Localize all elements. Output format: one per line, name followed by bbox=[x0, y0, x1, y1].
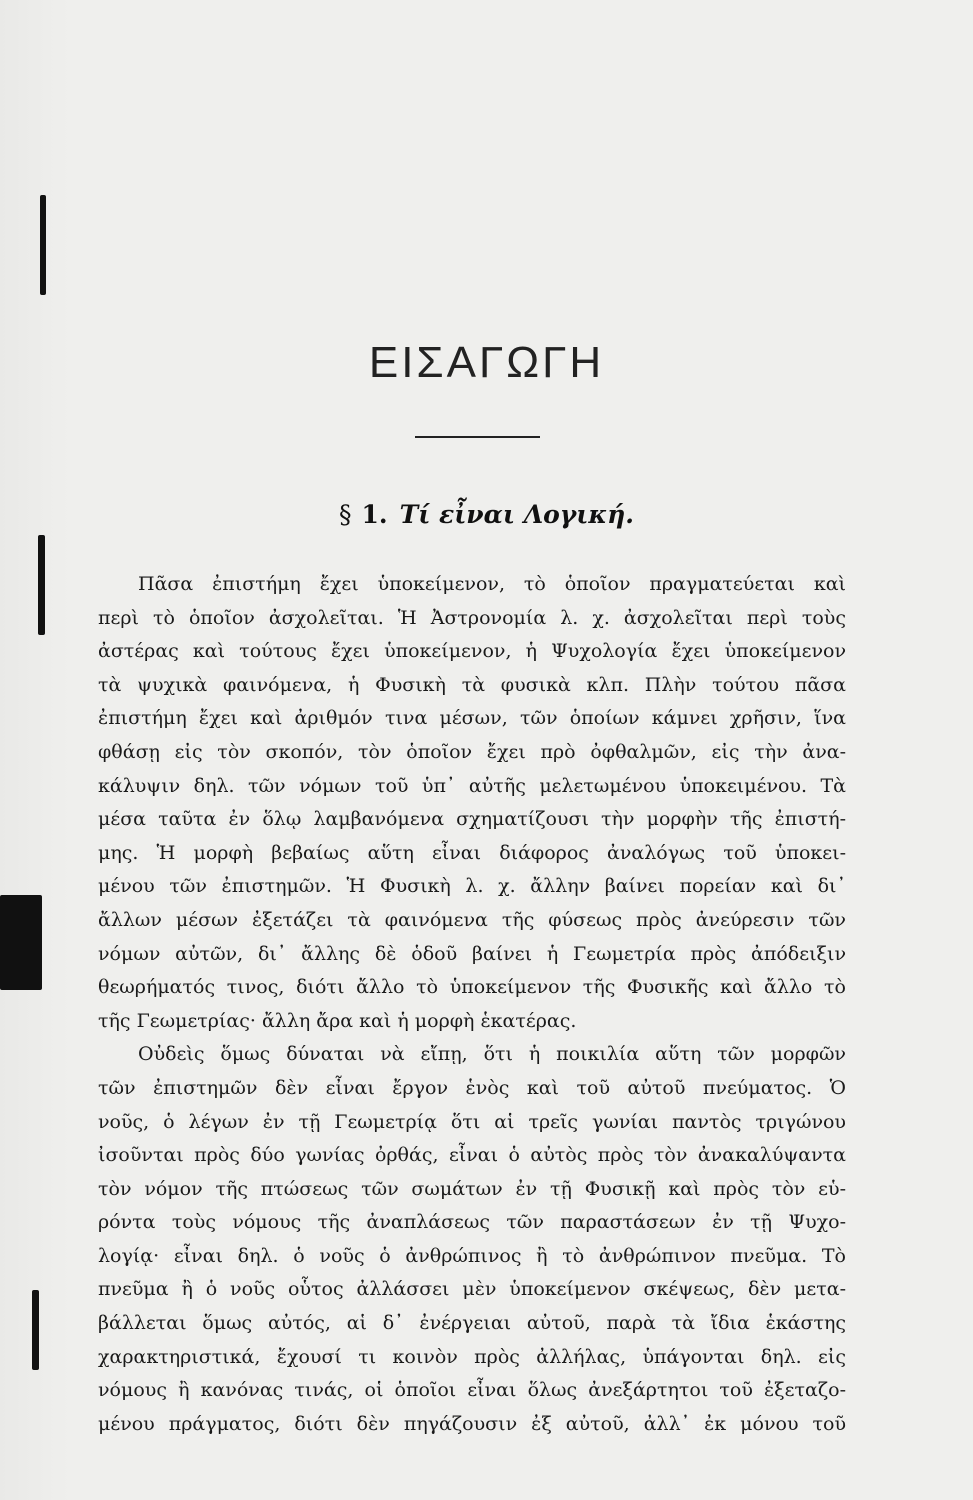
section-heading bbox=[0, 500, 973, 529]
text-line: νόμους ἢ κανόνας τινάς, οἱ ὁποῖοι εἶναι ὅλως ἀνεξάρτητοι τοῦ ἐξεταζο- bbox=[98, 1379, 846, 1402]
text-line: ρόντα τοὺς νόμους τῆς ἀναπλάσεως τῶν παραστάσεων ἐν τῇ Ψυχο- bbox=[98, 1211, 846, 1234]
text-line: μέσα ταῦτα ἐν ὅλῳ λαμβανόμενα σχηματίζουσι τὴν μορφὴν τῆς ἐπιστή- bbox=[98, 808, 846, 831]
chapter-title: ΕΙΣΑΓΩΓΗ bbox=[368, 338, 605, 387]
paragraph-1 bbox=[98, 568, 846, 1038]
body-text bbox=[98, 568, 846, 1441]
text-line: φθάσῃ εἰς τὸν σκοπόν, τὸν ὁποῖον ἔχει πρὸ ὀφθαλμῶν, εἰς τὴν ἀνα- bbox=[98, 740, 846, 763]
text-line: τῆς Γεωμετρίας· ἄλλη ἄρα καὶ ἡ μορφὴ ἑκατέρας. bbox=[98, 1009, 577, 1032]
paragraph-2 bbox=[98, 1038, 846, 1441]
section-symbol: § bbox=[339, 500, 352, 529]
binding-stitch-mark bbox=[38, 535, 45, 635]
text-line: πνεῦμα ἢ ὁ νοῦς οὗτος ἀλλάσσει μὲν ὑποκείμενον σκέψεως, δὲν μετα- bbox=[98, 1278, 846, 1301]
text-line: μης. Ἡ μορφὴ βεβαίως αὕτη εἶναι διάφορος ἀναλόγως τοῦ ὑποκει- bbox=[98, 841, 846, 864]
text-line: λογίᾳ· εἶναι δηλ. ὁ νοῦς ὁ ἀνθρώπινος ἢ τὸ ἀνθρώπινον πνεῦμα. Τὸ bbox=[98, 1244, 846, 1267]
text-line: κάλυψιν δηλ. τῶν νόμων τοῦ ὑπ᾽ αὐτῆς μελετωμένου ὑποκειμένου. Τὰ bbox=[98, 774, 846, 797]
binding-stitch-mark bbox=[40, 195, 46, 295]
text-line: ἰσοῦνται πρὸς δύο γωνίας ὀρθάς, εἶναι ὁ αὐτὸς πρὸς τὸν ἀνακαλύψαντα bbox=[98, 1144, 846, 1167]
text-line: θεωρήματός τινος, διότι ἄλλο τὸ ὑποκείμενον τῆς Φυσικῆς καὶ ἄλλο τὸ bbox=[98, 976, 846, 999]
text-line: ἐπιστήμη ἔχει καὶ ἀριθμόν τινα μέσων, τῶν ὁποίων κάμνει χρῆσιν, ἵνα bbox=[98, 707, 846, 730]
text-line: νοῦς, ὁ λέγων ἐν τῇ Γεωμετρίᾳ ὅτι αἱ τρεῖς γωνίαι παντὸς τριγώνου bbox=[98, 1110, 846, 1133]
title-divider bbox=[415, 436, 540, 438]
section-title: Τί εἶναι Λογική. bbox=[399, 500, 634, 529]
text-line: μένου τῶν ἐπιστημῶν. Ἡ Φυσικὴ λ. χ. ἄλλην βαίνει πορείαν καὶ δι᾽ bbox=[98, 875, 846, 898]
text-line: περὶ τὸ ὁποῖον ἀσχολεῖται. Ἡ Ἀστρονομία λ. χ. ἀσχολεῖται περὶ τοὺς bbox=[98, 606, 846, 629]
text-line: Οὐδεὶς ὅμως δύναται νὰ εἴπῃ, ὅτι ἡ ποικιλία αὕτη τῶν μορφῶν bbox=[138, 1043, 846, 1066]
text-line: τῶν ἐπιστημῶν δὲν εἶναι ἔργον ἑνὸς καὶ τοῦ αὐτοῦ πνεύματος. Ὁ bbox=[98, 1076, 846, 1099]
text-line: μένου πράγματος, διότι δὲν πηγάζουσιν ἐξ αὐτοῦ, ἀλλ᾽ ἐκ μόνου τοῦ bbox=[98, 1412, 846, 1435]
binding-strip bbox=[0, 0, 70, 1500]
text-line: ἄλλων μέσων ἐξετάζει τὰ φαινόμενα τῆς φύσεως πρὸς ἀνεύρεσιν τῶν bbox=[98, 908, 846, 931]
text-line: βάλλεται ὅμως αὐτός, αἱ δ᾽ ἐνέργειαι αὐτοῦ, παρὰ τὰ ἴδια ἑκάστης bbox=[98, 1312, 846, 1335]
text-line: τὰ ψυχικὰ φαινόμενα, ἡ Φυσικὴ τὰ φυσικὰ κλπ. Πλὴν τούτου πᾶσα bbox=[98, 673, 846, 696]
binding-stitch-mark bbox=[32, 1290, 39, 1370]
text-line: χαρακτηριστικά, ἔχουσί τι κοινὸν πρὸς ἀλλήλας, ὑπάγονται δηλ. εἰς bbox=[98, 1345, 846, 1368]
text-line: Πᾶσα ἐπιστήμη ἔχει ὑποκείμενον, τὸ ὁποῖον πραγματεύεται καὶ bbox=[138, 573, 846, 595]
section-number: 1. bbox=[361, 500, 388, 529]
text-line: ἀστέρας καὶ τούτους ἔχει ὑποκείμενον, ἡ Ψυχολογία ἔχει ὑποκείμενον bbox=[98, 640, 846, 663]
text-line: νόμων αὐτῶν, δι᾽ ἄλλης δὲ ὁδοῦ βαίνει ἡ Γεωμετρία πρὸς ἀπόδειξιν bbox=[98, 942, 846, 965]
binding-tape-mark bbox=[0, 895, 42, 990]
text-line: τὸν νόμον τῆς πτώσεως τῶν σωμάτων ἐν τῇ Φυσικῇ καὶ πρὸς τὸν εὑ- bbox=[98, 1177, 846, 1200]
